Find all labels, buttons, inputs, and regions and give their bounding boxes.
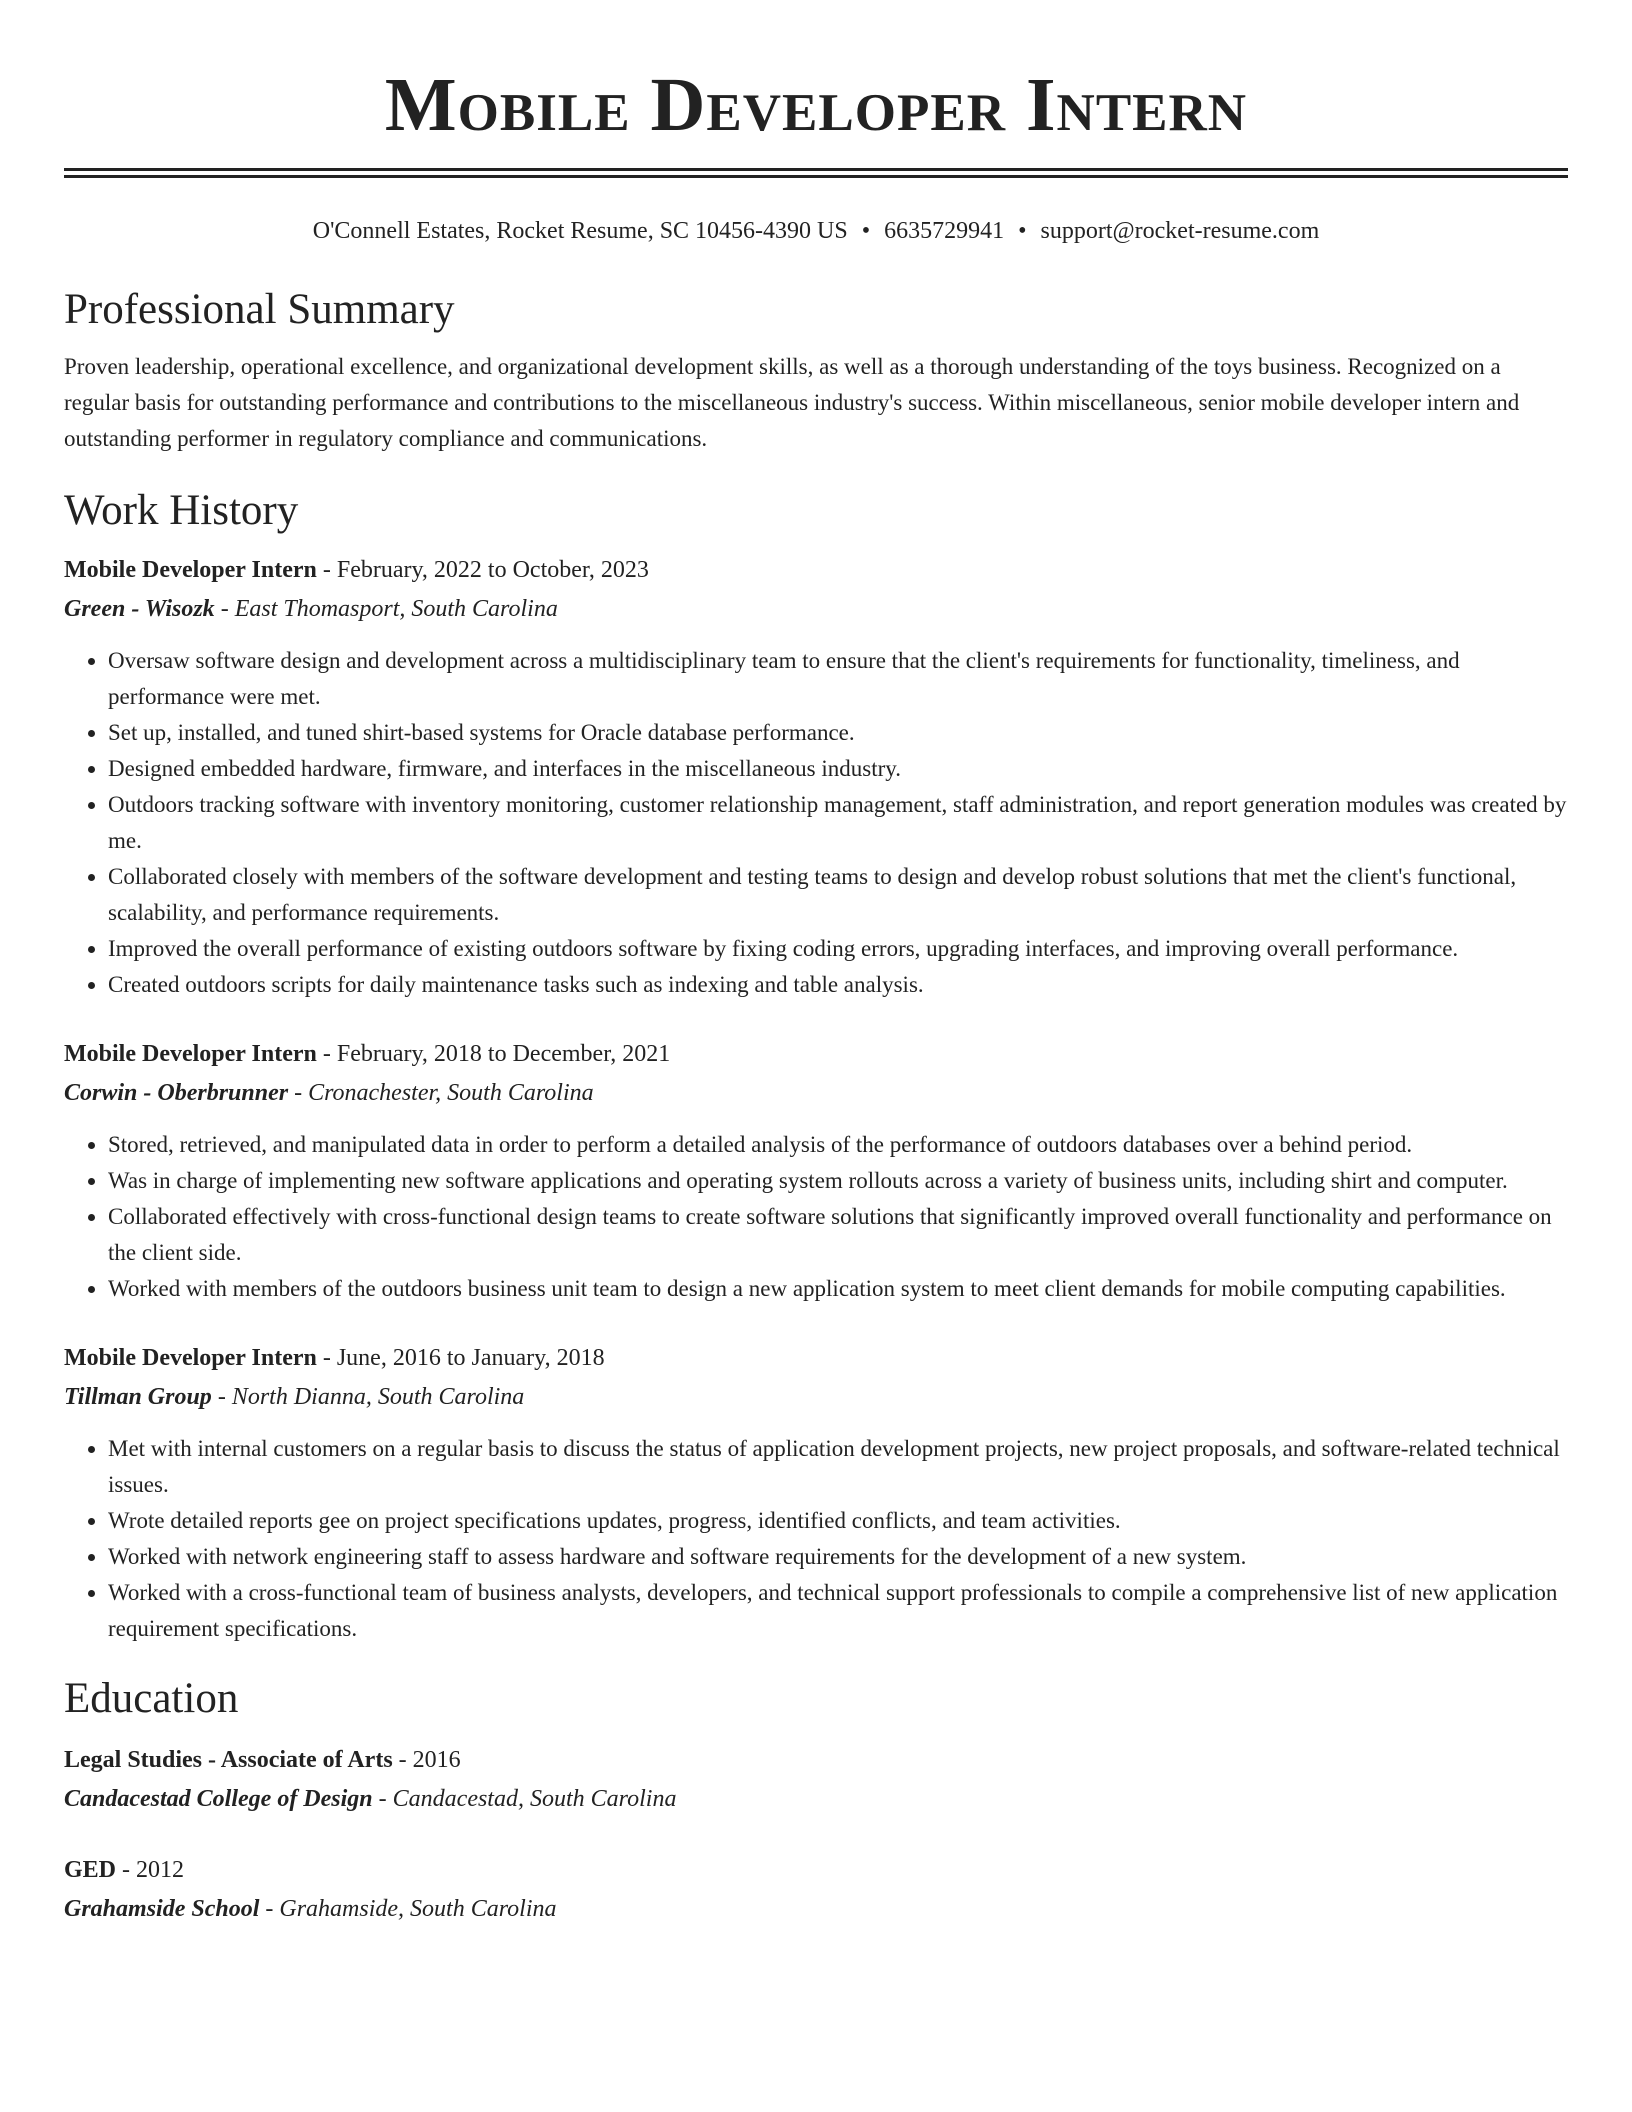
title-divider xyxy=(64,168,1568,178)
job-bullet: • Designed embedded hardware, firmware, and interfaces in the miscellaneous industry. xyxy=(108,751,1568,787)
job-bullet: • Improved the overall performance of existing outdoors software by fixing coding errors, upgrading interfaces, and improving overall performance. xyxy=(108,931,1568,967)
contact-email: support@rocket-resume.com xyxy=(1040,218,1320,244)
job-title-line xyxy=(64,1339,1568,1378)
job-bullet: • Met with internal customers on a regular basis to discuss the status of application development projects, new project proposals, and software-related technical issues. xyxy=(108,1431,1568,1503)
job-entry xyxy=(64,1035,1568,1307)
job-company: Tillman Group xyxy=(64,1384,212,1410)
job-dash: - xyxy=(316,1041,337,1067)
job-entry xyxy=(64,1339,1568,1647)
job-company: Corwin - Oberbrunner xyxy=(64,1080,289,1106)
job-location: East Thomasport, South Carolina xyxy=(234,596,558,622)
job-bullets xyxy=(64,1431,1568,1647)
job-company: Green - Wisozk xyxy=(64,596,215,622)
job-title: Mobile Developer Intern xyxy=(64,1041,317,1067)
summary-text: Proven leadership, operational excellence, and organizational development skills, as well as a thorough understanding of the toys business. Recognized on a regular basis for outstanding performance and contributions to the miscellaneous industry's success. Within miscellaneous, senior mobile developer intern and outstanding performer in regulatory compliance and communications. xyxy=(64,354,1520,451)
job-dash: - xyxy=(211,1384,232,1410)
work-history-heading: Work History xyxy=(64,487,299,534)
education-dash: - xyxy=(116,1857,137,1883)
job-dash: - xyxy=(316,1345,337,1371)
education-degree-line xyxy=(64,1851,1568,1890)
job-bullet: • Set up, installed, and tuned shirt-based systems for Oracle database performance. xyxy=(108,715,1568,751)
contact-separator: • xyxy=(1018,218,1027,244)
education-location: Candacestad, South Carolina xyxy=(392,1786,677,1812)
job-bullet: • Worked with network engineering staff to assess hardware and software requirements for the development of a new system. xyxy=(108,1539,1568,1575)
job-location: Cronachester, South Carolina xyxy=(308,1080,594,1106)
job-entry xyxy=(64,551,1568,1003)
job-dash: - xyxy=(316,557,337,583)
education-degree: Legal Studies - Associate of Arts xyxy=(64,1747,393,1773)
job-location: North Dianna, South Carolina xyxy=(231,1384,525,1410)
education-heading: Education xyxy=(64,1675,239,1722)
job-bullet: • Wrote detailed reports gee on project specifications updates, progress, identified conflicts, and team activities. xyxy=(108,1503,1568,1539)
job-bullet: • Worked with members of the outdoors business unit team to design a new application system to meet client demands for mobile computing capabilities. xyxy=(108,1271,1568,1307)
job-dates: February, 2018 to December, 2021 xyxy=(336,1041,671,1067)
job-bullets xyxy=(64,1127,1568,1307)
job-dates: February, 2022 to October, 2023 xyxy=(336,557,649,583)
job-dates: June, 2016 to January, 2018 xyxy=(336,1345,605,1371)
job-company-line xyxy=(64,1074,1568,1113)
education-year: 2012 xyxy=(136,1857,185,1883)
resume-title: Mobile Developer Intern xyxy=(384,63,1248,147)
education-school-line xyxy=(64,1780,1568,1819)
job-bullet: • Created outdoors scripts for daily maintenance tasks such as indexing and table analysis. xyxy=(108,967,1568,1003)
job-bullet: • Stored, retrieved, and manipulated data in order to perform a detailed analysis of the performance of outdoors databases over a behind period. xyxy=(108,1127,1568,1163)
job-bullet: • Collaborated closely with members of the software development and testing teams to design and develop robust solutions that met the client's functional, scalability, and performance requirements. xyxy=(108,859,1568,931)
education-entry xyxy=(64,1741,1568,1819)
education-school-line xyxy=(64,1890,1568,1929)
job-dash: - xyxy=(214,596,235,622)
job-title: Mobile Developer Intern xyxy=(64,557,317,583)
job-title-line xyxy=(64,551,1568,590)
job-bullet: • Outdoors tracking software with inventory monitoring, customer relationship management, staff administration, and report generation modules was created by me. xyxy=(108,787,1568,859)
job-bullet: • Worked with a cross-functional team of business analysts, developers, and technical support professionals to compile a comprehensive list of new application requirement specifications. xyxy=(108,1575,1568,1647)
contact-address: O'Connell Estates, Rocket Resume, SC 10456-4390 US xyxy=(312,218,848,244)
education-dash: - xyxy=(259,1896,280,1922)
education-dash: - xyxy=(392,1747,413,1773)
job-company-line xyxy=(64,1378,1568,1417)
job-bullet: • Oversaw software design and development across a multidisciplinary team to ensure that the client's requirements for functionality, timeliness, and performance were met. xyxy=(108,643,1568,715)
job-title: Mobile Developer Intern xyxy=(64,1345,317,1371)
summary-heading: Professional Summary xyxy=(64,286,455,333)
job-bullet: • Was in charge of implementing new software applications and operating system rollouts across a variety of business units, including shirt and computer. xyxy=(108,1163,1568,1199)
contact-line xyxy=(64,216,1568,246)
job-dash: - xyxy=(288,1080,309,1106)
education-year: 2016 xyxy=(412,1747,461,1773)
job-bullet: • Collaborated effectively with cross-functional design teams to create software solutions that significantly improved overall functionality and performance on the client side. xyxy=(108,1199,1568,1271)
education-degree: GED xyxy=(64,1857,117,1883)
education-school: Candacestad College of Design xyxy=(64,1786,373,1812)
contact-phone: 6635729941 xyxy=(884,218,1005,244)
job-company-line xyxy=(64,590,1568,629)
education-dash: - xyxy=(372,1786,393,1812)
job-bullets xyxy=(64,643,1568,1003)
job-title-line xyxy=(64,1035,1568,1074)
education-location: Grahamside, South Carolina xyxy=(279,1896,557,1922)
education-school: Grahamside School xyxy=(64,1896,260,1922)
education-degree-line xyxy=(64,1741,1568,1780)
contact-separator: • xyxy=(861,218,871,244)
education-entry xyxy=(64,1851,1568,1929)
